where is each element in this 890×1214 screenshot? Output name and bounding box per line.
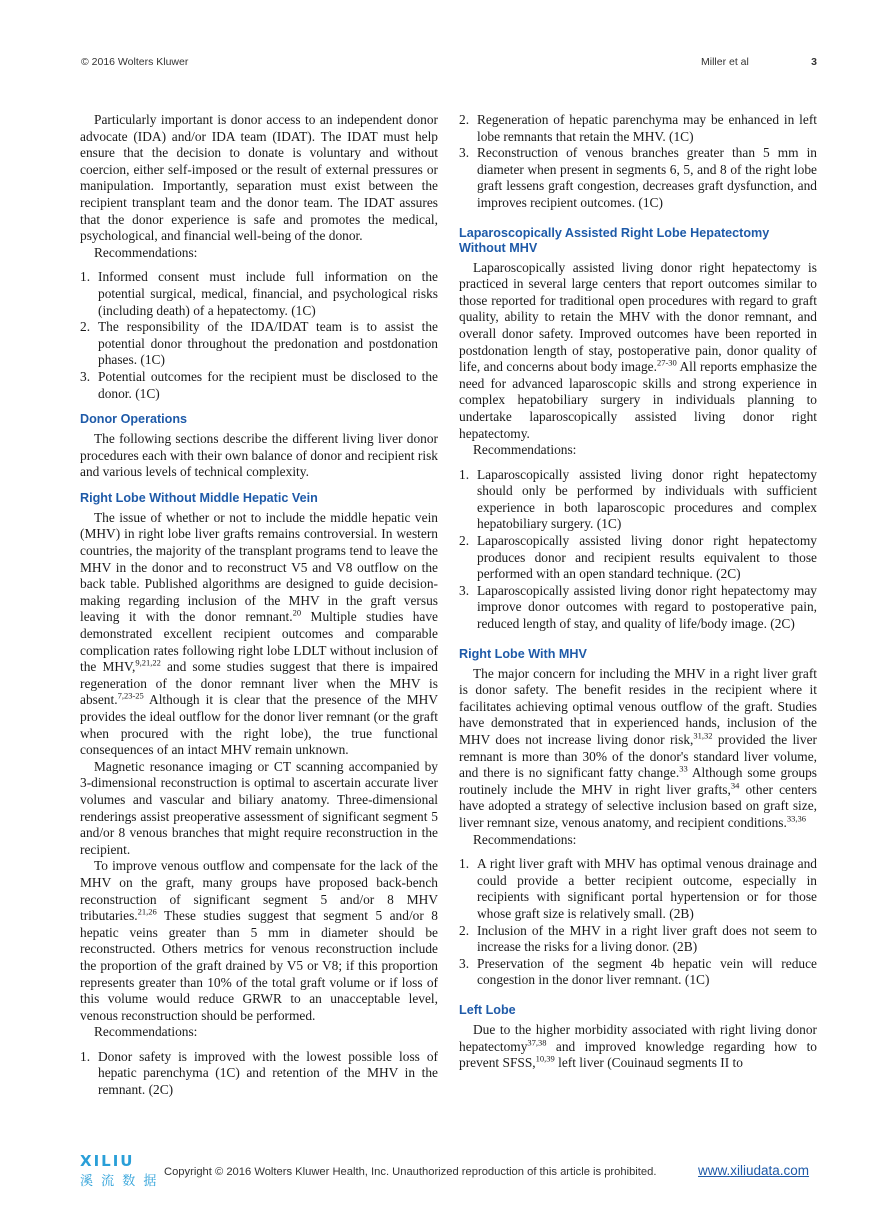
citation: 31,32 — [693, 730, 713, 741]
recommendations-label: Recommendations: — [94, 1024, 198, 1040]
right-lobe-with-mhv-paragraph: The major concern for including the MHV in a right liver graft is donor safety. The benefit resides in the recipient where it facilitates achieving optimal venous outflow of the graft. Studies have demonstrated that in experienced hands, inclusion of the MHV does not increase living donor risk,$^{31,32}$ provided the liver remnant is more than 30% of the donor's standard liver volume, and there is no significant fatty change.$^{33}$ Although some groups routinely include the MHV in right liver grafts,$^{34}$ other centers have adopted a strategy of selective inclusion based on graft size, liver remnant size, venous anatomy, and recipient conditions.$^{33,36}$ — [459, 665, 818, 830]
author-running-title: Miller et al — [701, 56, 749, 68]
list-item: 2. Laparoscopically assisted living donor right hepatectomy produces donor and recipient results equivalent to those performed with an open standard technique. (2C) — [459, 533, 817, 582]
citation: 37,38 — [527, 1037, 547, 1048]
section-heading-right-lobe-with-mhv: Right Lobe With MHV — [459, 646, 587, 661]
list-item: 1. Donor safety is improved with the lowest possible loss of hepatic parenchyma (1C) and retention of the MHV in the remnant. (2C) — [80, 1048, 438, 1098]
section-heading-right-lobe-without-mhv: Right Lobe Without Middle Hepatic Vein — [80, 490, 318, 505]
list-item: 2. Regeneration of hepatic parenchyma may be enhanced in left lobe remnants that retain the MHV. (1C) — [459, 112, 817, 144]
citation: 20 — [292, 607, 302, 618]
citation: 7,23-25 — [117, 690, 144, 701]
website-link[interactable]: www.xiliudata.com — [698, 1163, 810, 1178]
section-heading-laparoscopic: Laparoscopically Assisted Right Lobe Hepatectomy Without MHV — [459, 225, 770, 255]
logo-wordmark: XILIU — [80, 1152, 135, 1170]
right-column — [459, 112, 817, 1072]
mhv-paragraph-3: To improve venous outflow and compensate for the lack of the MHV on the graft, many groups have proposed back-bench reconstruction of significant segment 5 and/or 8 MHV tributaries.$^{21,26}$ These studies suggest that segment 5 and/or 8 hepatic veins greater than 5 mm in diameter should be reconstructed. Others metrics for venous reconstruction include the proportion of the graft drained by V5 or V8; if this proportion represents greater than 10% of the total graft volume or if loss of this volume would reduce GRWR to an unacceptable level, venous reconstruction should be performed. — [80, 858, 438, 1023]
list-item: 1. A right liver graft with MHV has optimal venous drainage and could provide a better recipient outcome, especially in recipients with significant portal hypertension or for those whose graft size is relatively small. (2B) — [459, 856, 817, 921]
running-header — [81, 56, 817, 74]
mhv-paragraph-2: Magnetic resonance imaging or CT scanning accompanied by 3-dimensional reconstruction is optimal to ascertain accurate liver volumes and vascular and biliary anatomy. Three-dimensional renderings assist preoperative assessment of significant segment 5 and/or 8 venous branches that might require reconstruction in the recipient. — [80, 758, 438, 857]
recommendations-label: Recommendations: — [473, 831, 577, 847]
page-footer — [80, 1152, 820, 1192]
laparoscopic-paragraph: Laparoscopically assisted living donor right hepatectomy is practiced in several large centers that report outcomes similar to those reported for traditional open procedures with regard to graft quality, ability to retain the MHV with the donor remnant, and overall donor safety. Improved outcomes have been reported in postdonation length of stay, postoperative pain, donor quality of life, and concerns about body image.$^{27-30}$ All reports emphasize the need for advanced laparoscopic skills and strong experience in complex hepatobiliary surgery in individuals planning to undertake laparoscopically assisted living donor right hepatectomy. — [459, 259, 817, 441]
recommendations-list-2 — [80, 1049, 438, 1099]
logo-chinese-text: 溪 流 数 据 — [80, 1174, 159, 1189]
recommendations-label: Recommendations: — [473, 442, 577, 458]
list-item: 1. Informed consent must include full information on the potential surgical, medical, financial, and psychological risks (including death) of a hepatectomy. (1C) — [80, 269, 438, 318]
list-item: 3. Laparoscopically assisted living donor right hepatectomy may improve donor outcomes with regard to postoperative pain, reduced length of stay, and quality of life/body image. (2C) — [459, 582, 817, 632]
citation: 33 — [679, 763, 688, 774]
list-item: 2. Inclusion of the MHV in a right liver graft does not seem to increase the risks for a living donor. (2B) — [459, 922, 817, 955]
section-heading-donor-operations: Donor Operations — [80, 412, 188, 427]
intro-paragraph: Particularly important is donor access to an independent donor advocate (IDA) and/or IDA team (IDAT). The IDAT must help ensure that the decision to donate is voluntary and without coercion, either self-imposed or the result of external pressures or manipulation. Importantly, separation must exist between the recipient transplant team and the donor team. The IDAT assures that the donor experience is safe and promotes the medical, psychological, and financial well-being of the donor. — [80, 112, 438, 244]
list-item: 3. Reconstruction of venous branches greater than 5 mm in diameter when present in segments 6, 5, and 8 of the right lobe graft lessens graft congestion, decreases graft dysfunction, and improves recipient outcomes. (1C) — [459, 145, 817, 210]
copyright-notice: Copyright © 2016 Wolters Kluwer Health, Inc. Unauthorized reproduction of this article is prohibited. — [164, 1166, 657, 1178]
left-column — [80, 112, 438, 1105]
citation: 34 — [730, 780, 740, 791]
recommendations-list-3 — [459, 467, 817, 633]
page-number: 3 — [811, 56, 817, 68]
xiliu-logo — [80, 1152, 162, 1188]
citation: 21,26 — [137, 906, 157, 917]
list-item: 3. Preservation of the segment 4b hepatic vein will reduce congestion in the donor liver remnant. (1C) — [459, 955, 817, 988]
left-lobe-paragraph: Due to the higher morbidity associated with right living donor hepatectomy$^{37,38}$ and improved knowledge regarding how to prevent SFSS,$^{10,39}$ left liver (Couinaud segments II to — [459, 1021, 817, 1071]
citation: 9,21,22 — [135, 657, 161, 668]
citation: 33,36 — [786, 813, 806, 824]
journal-copyright: © 2016 Wolters Kluwer — [81, 56, 189, 68]
mhv-paragraph-1: The issue of whether or not to include the middle hepatic vein (MHV) in right lobe liver grafts remains controversial. In western countries, the majority of the transplant programs tend to leave the MHV in the donor and to reconstruct V5 and V8 outflow on the back table. Published algorithms are designed to guide decision-making regarding inclusion of the MHV in the graft versus leaving it with the donor remnant.$^{20}$ Multiple studies have demonstrated excellent recipient outcomes and comparable complication rates following right lobe LDLT without inclusion of the MHV,$^{9,21,22}$ and some studies suggest that there is impaired regeneration of the donor remnant liver when the MHV is absent.$^{7,23-25}$ Although it is clear that the presence of the MHV provides the ideal outflow for the donor liver remnant (or the graft when procured with the right lobe), the true functional consequences of an intact MHV remain unknown. — [80, 509, 439, 758]
recommendations-label: Recommendations: — [94, 244, 198, 260]
citation: 10,39 — [535, 1053, 555, 1064]
recommendations-list-4 — [459, 856, 817, 989]
list-item: 1. Laparoscopically assisted living donor right hepatectomy should only be performed by individuals with sufficient experience in both laparoscopic procedures and complex hepatobiliary surgery. (1C) — [459, 466, 817, 532]
section-heading-left-lobe: Left Lobe — [459, 1002, 516, 1017]
list-item: 2. The responsibility of the IDA/IDAT team is to assist the potential donor throughout the predonation and postdonation phases. (1C) — [80, 319, 438, 368]
citation: 27-30 — [656, 357, 677, 368]
list-item: 3. Potential outcomes for the recipient must be disclosed to the donor. (1C) — [80, 368, 438, 401]
donor-operations-paragraph: The following sections describe the different living liver donor procedures each with their own balance of donor and recipient risk and various levels of technical complexity. — [80, 431, 438, 480]
recommendations-list-2-continued — [459, 112, 817, 212]
recommendations-list-1 — [80, 269, 438, 402]
